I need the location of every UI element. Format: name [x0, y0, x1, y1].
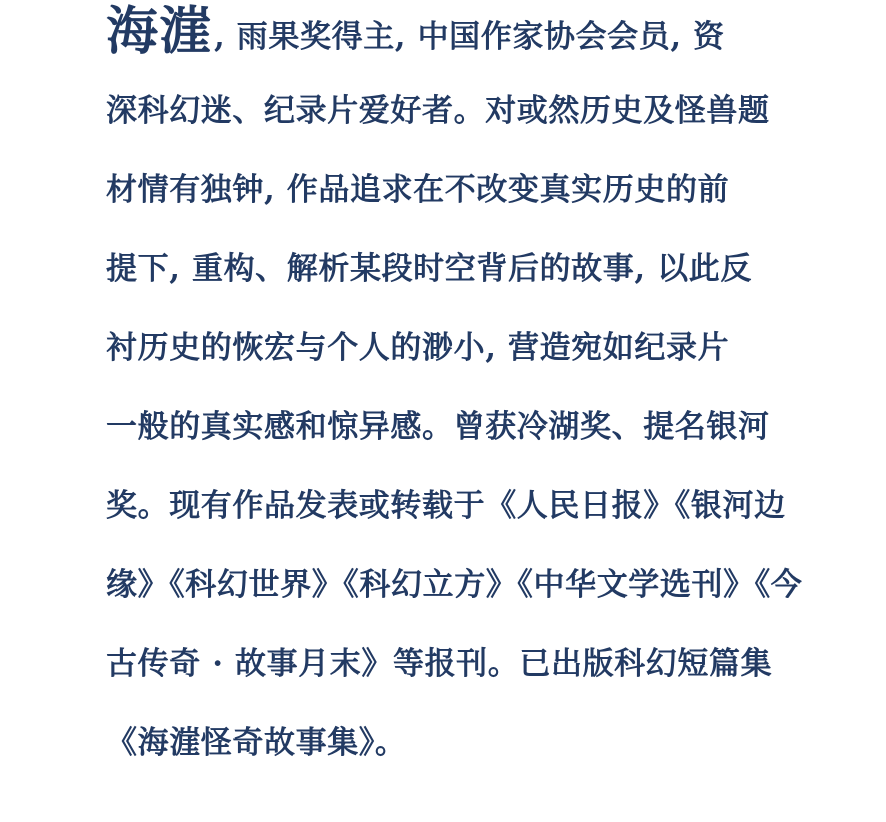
- bio-line-5: 衬历史的恢宏与个人的渺小, 营造宛如纪录片: [106, 330, 730, 366]
- bio-line-3: 材情有独钟, 作品追求在不改变真实历史的前: [106, 172, 730, 208]
- bio-line-10: 《海漄怪奇故事集》。: [106, 725, 407, 761]
- bio-line-1: [106, 1, 725, 62]
- bio-line-1-text: , 雨果奖得主, 中国作家协会会员, 资: [214, 19, 725, 55]
- bio-line-8: 缘》《科幻世界》《科幻立方》《中华文学选刊》《今: [106, 567, 803, 603]
- bio-line-4: 提下, 重构、解析某段时空背后的故事, 以此反: [106, 251, 752, 287]
- bio-line-6: 一般的真实感和惊异感。曾获冷湖奖、提名银河: [106, 409, 770, 445]
- bio-line-2: 深科幻迷、纪录片爱好者。对或然历史及怪兽题: [106, 93, 770, 129]
- bio-line-9: 古传奇 · 故事月末》等报刊。已出版科幻短篇集: [106, 646, 773, 682]
- bio-line-7: 奖。现有作品发表或转载于《人民日报》《银河边: [106, 488, 786, 524]
- author-name: 海漄: [106, 1, 213, 62]
